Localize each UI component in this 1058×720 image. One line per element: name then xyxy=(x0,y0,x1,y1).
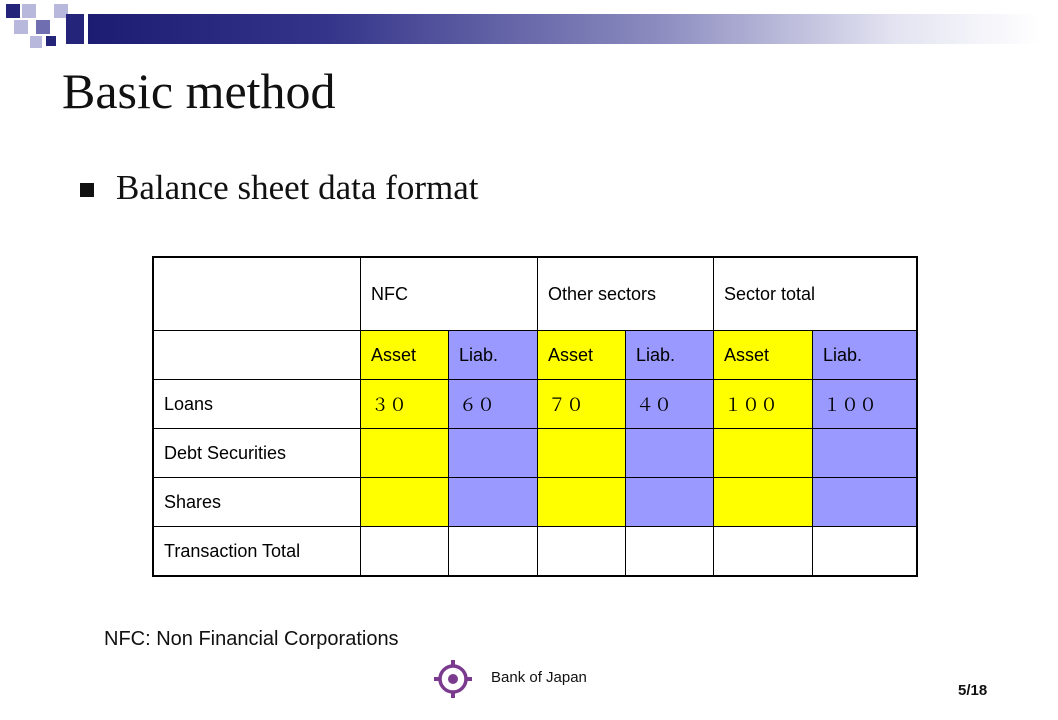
table-cell: １００ xyxy=(714,380,813,429)
table-cell: ３０ xyxy=(361,380,449,429)
table-row xyxy=(153,429,917,478)
table-cell xyxy=(361,527,449,577)
footer-organization: Bank of Japan xyxy=(491,669,587,686)
table-cell xyxy=(538,478,626,527)
group-header-sector-total: Sector total xyxy=(714,257,918,331)
table-cell xyxy=(449,429,538,478)
table-cell xyxy=(626,478,714,527)
row-label: Transaction Total xyxy=(153,527,361,577)
table-cell: １００ xyxy=(813,380,918,429)
table-corner-cell xyxy=(153,257,361,331)
table-cell xyxy=(449,527,538,577)
subheader-asset: Asset xyxy=(538,331,626,380)
table-row xyxy=(153,478,917,527)
slide-title: Basic method xyxy=(62,63,336,119)
table-cell: ６０ xyxy=(449,380,538,429)
table-cell xyxy=(714,429,813,478)
table-cell xyxy=(361,478,449,527)
subheader-asset: Asset xyxy=(714,331,813,380)
square-bullet-icon xyxy=(80,183,94,197)
table-row xyxy=(153,527,917,577)
table-cell xyxy=(714,478,813,527)
table-subheader-row xyxy=(153,331,917,380)
subheader-liab: Liab. xyxy=(813,331,918,380)
row-label: Shares xyxy=(153,478,361,527)
table-cell xyxy=(626,429,714,478)
table-cell xyxy=(538,429,626,478)
row-label: Loans xyxy=(153,380,361,429)
header-gradient-bar xyxy=(88,14,1040,44)
group-header-other-sectors: Other sectors xyxy=(538,257,714,331)
table-cell xyxy=(813,478,918,527)
decor-square xyxy=(22,4,36,18)
subheader-liab: Liab. xyxy=(449,331,538,380)
table-cell xyxy=(813,429,918,478)
subheader-liab: Liab. xyxy=(626,331,714,380)
page-number: 5/18 xyxy=(958,682,988,699)
table-row xyxy=(153,380,917,429)
row-label: Debt Securities xyxy=(153,429,361,478)
decor-square xyxy=(46,36,56,46)
decor-square xyxy=(66,14,84,44)
table-cell: ４０ xyxy=(626,380,714,429)
table-cell xyxy=(714,527,813,577)
table-cell xyxy=(626,527,714,577)
table-header-row xyxy=(153,257,917,331)
decor-square xyxy=(14,20,28,34)
bank-of-japan-logo-icon xyxy=(434,660,472,698)
table-cell xyxy=(361,429,449,478)
table-cell: ７０ xyxy=(538,380,626,429)
group-header-nfc: NFC xyxy=(361,257,538,331)
decor-square xyxy=(6,4,20,18)
table-subheader-blank xyxy=(153,331,361,380)
bullet-text: Balance sheet data format xyxy=(116,168,479,207)
table-cell xyxy=(813,527,918,577)
decor-square xyxy=(36,20,50,34)
decor-square xyxy=(30,36,42,48)
footnote: NFC: Non Financial Corporations xyxy=(104,628,399,650)
balance-sheet-table xyxy=(152,256,918,577)
table-cell xyxy=(449,478,538,527)
table-cell xyxy=(538,527,626,577)
subheader-asset: Asset xyxy=(361,331,449,380)
